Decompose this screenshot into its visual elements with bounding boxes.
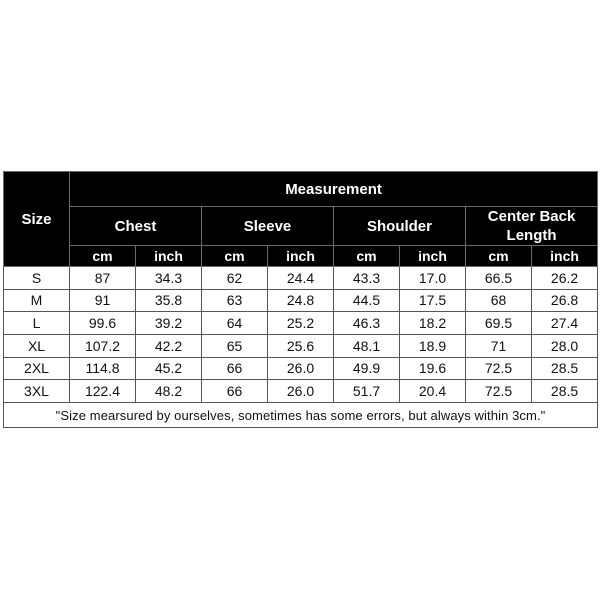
measurement-note: "Size mearsured by ourselves, sometimes has some errors, but always within 3cm." [4,403,598,428]
value-cell: 64 [202,312,268,335]
value-cell: 24.4 [268,267,334,290]
value-cell: 107.2 [70,334,136,357]
value-cell: 51.7 [334,380,400,403]
value-cell: 25.2 [268,312,334,335]
value-cell: 17.5 [400,289,466,312]
value-cell: 62 [202,267,268,290]
value-cell: 72.5 [466,357,532,380]
value-cell: 46.3 [334,312,400,335]
unit-header: inch [268,246,334,267]
value-cell: 18.2 [400,312,466,335]
unit-header: inch [400,246,466,267]
value-cell: 65 [202,334,268,357]
value-cell: 26.2 [532,267,598,290]
unit-header: cm [70,246,136,267]
size-cell: S [4,267,70,290]
value-cell: 28.5 [532,357,598,380]
value-cell: 63 [202,289,268,312]
value-cell: 28.5 [532,380,598,403]
center-back-length-header: Center Back Length [466,207,598,246]
value-cell: 35.8 [136,289,202,312]
value-cell: 66 [202,380,268,403]
value-cell: 48.1 [334,334,400,357]
size-cell: M [4,289,70,312]
value-cell: 114.8 [70,357,136,380]
value-cell: 39.2 [136,312,202,335]
value-cell: 27.4 [532,312,598,335]
size-chart-table [3,171,598,428]
value-cell: 66.5 [466,267,532,290]
value-cell: 122.4 [70,380,136,403]
value-cell: 99.6 [70,312,136,335]
value-cell: 44.5 [334,289,400,312]
value-cell: 69.5 [466,312,532,335]
table-row [4,267,598,290]
value-cell: 18.9 [400,334,466,357]
measurement-header: Measurement [70,172,598,207]
unit-header: cm [202,246,268,267]
size-cell: 2XL [4,357,70,380]
size-rows [4,267,598,403]
value-cell: 20.4 [400,380,466,403]
table-row [4,312,598,335]
unit-header: cm [466,246,532,267]
value-cell: 71 [466,334,532,357]
value-cell: 68 [466,289,532,312]
table-row [4,357,598,380]
sleeve-header: Sleeve [202,207,334,246]
value-cell: 26.0 [268,357,334,380]
value-cell: 49.9 [334,357,400,380]
table-row [4,334,598,357]
value-cell: 25.6 [268,334,334,357]
value-cell: 24.8 [268,289,334,312]
value-cell: 45.2 [136,357,202,380]
value-cell: 28.0 [532,334,598,357]
value-cell: 42.2 [136,334,202,357]
unit-header: inch [136,246,202,267]
value-cell: 19.6 [400,357,466,380]
table-row [4,380,598,403]
unit-header: inch [532,246,598,267]
chest-header: Chest [70,207,202,246]
value-cell: 87 [70,267,136,290]
unit-header: cm [334,246,400,267]
value-cell: 34.3 [136,267,202,290]
size-cell: XL [4,334,70,357]
value-cell: 26.0 [268,380,334,403]
value-cell: 43.3 [334,267,400,290]
size-header: Size [4,172,70,267]
value-cell: 48.2 [136,380,202,403]
size-cell: 3XL [4,380,70,403]
value-cell: 91 [70,289,136,312]
value-cell: 66 [202,357,268,380]
value-cell: 17.0 [400,267,466,290]
value-cell: 72.5 [466,380,532,403]
value-cell: 26.8 [532,289,598,312]
table-row [4,289,598,312]
size-cell: L [4,312,70,335]
shoulder-header: Shoulder [334,207,466,246]
